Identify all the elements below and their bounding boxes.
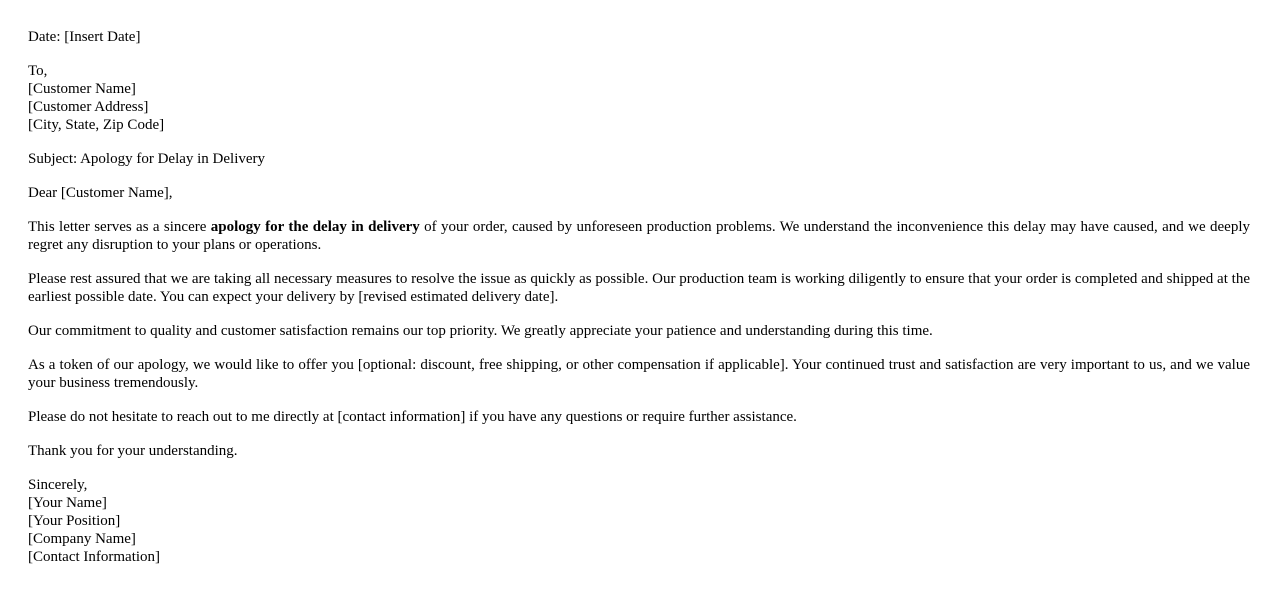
signature-name: [Your Name] <box>28 495 107 511</box>
signature-contact: [Contact Information] <box>28 549 161 565</box>
signature-position: [Your Position] <box>28 513 121 529</box>
recipient-block <box>28 62 1250 134</box>
to-label: To, <box>28 63 48 79</box>
paragraph-compensation: As a token of our apology, we would like to offer you [optional: discount, free shipping, or other compensation if applicable]. Your continued trust and satisfaction are very important to us, and we value your business tremendously. <box>28 357 1250 391</box>
date-line: Date: [Insert Date] <box>28 29 141 45</box>
paragraph-apology-bold: apology for the delay in delivery <box>210 219 420 235</box>
subject-line: Subject: Apology for Delay in Delivery <box>28 151 266 167</box>
signature-block <box>28 476 1250 566</box>
recipient-name: [Customer Name] <box>28 81 136 97</box>
paragraph-measures: Please rest assured that we are taking all necessary measures to resolve the issue as quickly as possible. Our production team is working diligently to ensure that your order is completed and shipped at the earliest possible date. You can expect your delivery by [revised estimated delivery date]. <box>28 271 1250 305</box>
recipient-address: [Customer Address] <box>28 99 149 115</box>
paragraph-thanks: Thank you for your understanding. <box>28 443 238 459</box>
paragraph-commitment: Our commitment to quality and customer satisfaction remains our top priority. We greatly appreciate your patience and understanding during this time. <box>28 323 933 339</box>
signature-company: [Company Name] <box>28 531 136 547</box>
paragraph-apology <box>28 218 1250 254</box>
letter-document <box>28 28 1250 582</box>
recipient-city-state-zip: [City, State, Zip Code] <box>28 117 165 133</box>
salutation: Dear [Customer Name], <box>28 185 173 201</box>
closing: Sincerely, <box>28 477 88 493</box>
paragraph-contact: Please do not hesitate to reach out to me directly at [contact information] if you have any questions or require further assistance. <box>28 409 797 425</box>
paragraph-apology-after: of your order, caused by unforeseen production problems. We understand the inconvenience this delay may have caused, and we deeply regret any disruption to your plans or operations. <box>28 219 1250 253</box>
paragraph-apology-before: This letter serves as a sincere <box>28 219 211 235</box>
